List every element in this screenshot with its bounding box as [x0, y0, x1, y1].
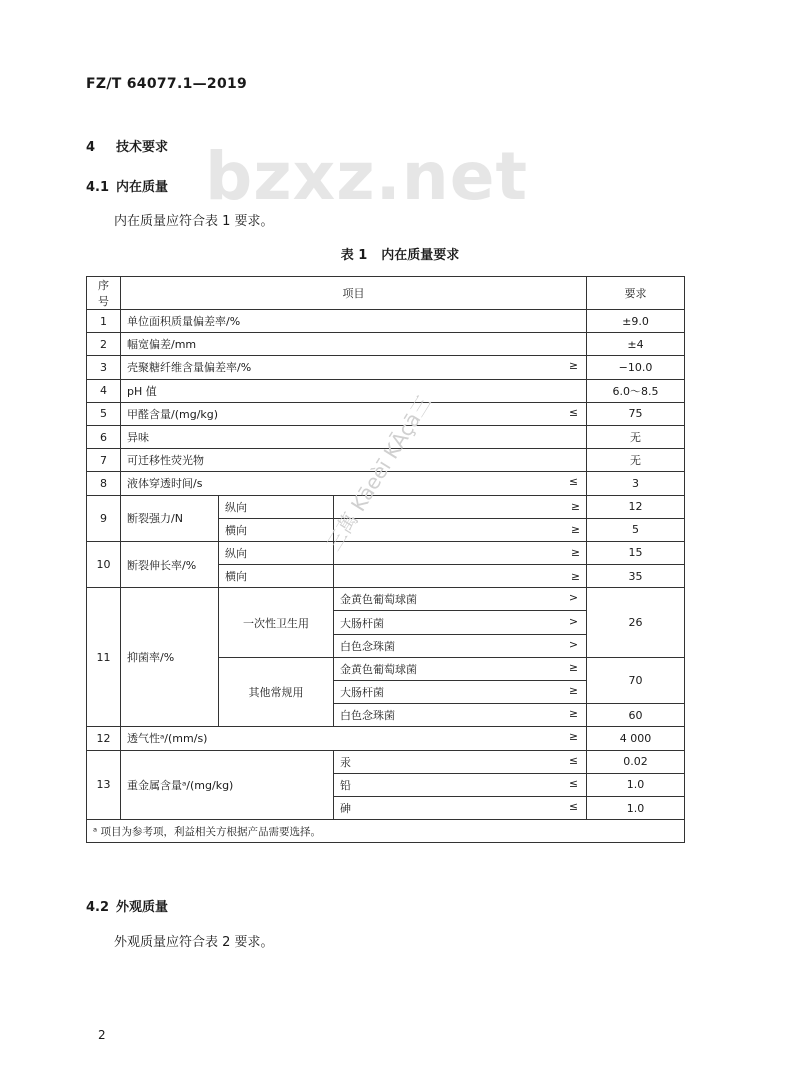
table-footnote-row — [87, 820, 685, 843]
page-number: 2 — [98, 1028, 106, 1042]
header-seq: 序号 — [87, 277, 121, 310]
header-req: 要求 — [587, 277, 685, 310]
bacteria-name: 金黄色葡萄球菌 — [340, 593, 417, 607]
item-name-cell — [121, 402, 587, 425]
item-name: 断裂伸长率/% — [121, 541, 219, 587]
table-row — [87, 402, 685, 425]
row-number: 4 — [87, 379, 121, 402]
row-number: 6 — [87, 425, 121, 448]
table-row — [87, 333, 685, 356]
requirement-value: 35 — [587, 565, 685, 588]
bacteria-cell — [334, 704, 587, 727]
item-name: 甲醛含量/(mg/kg) — [127, 407, 219, 421]
row-number: 5 — [87, 402, 121, 425]
row-number: 3 — [87, 356, 121, 379]
table-row — [87, 727, 685, 750]
comparison-symbol: ≥ — [568, 660, 579, 674]
requirement-value: 4 000 — [587, 727, 685, 750]
requirement-value: 5 — [587, 518, 685, 541]
requirement-value: ±4 — [587, 333, 685, 356]
item-name: 单位面积质量偏差率/% — [121, 310, 587, 333]
metal-name: 铅 — [340, 778, 351, 792]
requirement-value: 15 — [587, 541, 685, 564]
comparison-symbol: ≥ — [334, 495, 587, 518]
comparison-symbol: ≥ — [334, 541, 587, 564]
metal-cell — [334, 796, 587, 819]
requirement-value: 70 — [587, 657, 685, 703]
metal-name: 砷 — [340, 802, 351, 816]
section-4-1-heading — [86, 176, 168, 195]
comparison-symbol: ≥ — [334, 565, 587, 588]
watermark: bzxz.net — [205, 138, 529, 215]
row-number: 9 — [87, 495, 121, 541]
requirement-value: 0.02 — [587, 750, 685, 773]
item-name: 壳聚糖纤维含量偏差率/% — [127, 361, 252, 375]
requirement-value: 6.0～8.5 — [587, 379, 685, 402]
item-name: 异味 — [121, 425, 587, 448]
row-number: 11 — [87, 588, 121, 727]
comparison-symbol: ≥ — [568, 730, 579, 744]
comparison-symbol: ≤ — [568, 800, 579, 814]
section-4-heading — [86, 136, 168, 155]
section-number: 4.2 — [86, 900, 110, 915]
table-row — [87, 356, 685, 379]
item-name-cell — [121, 356, 587, 379]
bacteria-cell — [334, 681, 587, 704]
requirement-value: ±9.0 — [587, 310, 685, 333]
comparison-symbol: ≥ — [568, 684, 579, 698]
item-name: 幅宽偏差/mm — [121, 333, 587, 356]
requirement-value: 75 — [587, 402, 685, 425]
item-name: 液体穿透时间/s — [127, 477, 203, 491]
comparison-symbol: ≥ — [334, 518, 587, 541]
table-row — [87, 750, 685, 773]
table-caption: 内在质量要求 — [381, 248, 460, 263]
direction-label: 纵向 — [219, 495, 334, 518]
section-title: 内在质量 — [116, 180, 169, 195]
requirement-value: 26 — [587, 588, 685, 658]
bacteria-name: 大肠杆菌 — [340, 686, 384, 700]
comparison-symbol: > — [568, 637, 579, 651]
table-row — [87, 310, 685, 333]
bacteria-name: 金黄色葡萄球菌 — [340, 662, 417, 676]
header-item: 项目 — [121, 277, 587, 310]
comparison-symbol: ≤ — [568, 405, 579, 419]
section-title: 外观质量 — [116, 900, 169, 915]
requirement-value: −10.0 — [587, 356, 685, 379]
requirement-value: 无 — [587, 449, 685, 472]
table-header-row — [87, 277, 685, 310]
requirement-value: 60 — [587, 704, 685, 727]
item-name: 抑菌率/% — [121, 588, 219, 727]
item-name: 断裂强力/N — [121, 495, 219, 541]
row-number: 12 — [87, 727, 121, 750]
comparison-symbol: > — [568, 614, 579, 628]
row-number: 1 — [87, 310, 121, 333]
bacteria-name: 大肠杆菌 — [340, 616, 384, 630]
metal-cell — [334, 750, 587, 773]
section-number: 4.1 — [86, 180, 110, 195]
bacteria-cell — [334, 588, 587, 611]
row-number: 2 — [87, 333, 121, 356]
requirement-value: 1.0 — [587, 796, 685, 819]
usage-group-label: 其他常规用 — [219, 657, 334, 727]
requirement-value: 12 — [587, 495, 685, 518]
metal-name: 汞 — [340, 755, 351, 769]
section-number: 4 — [86, 140, 96, 155]
item-name: 可迁移性荧光物 — [121, 449, 587, 472]
diagonal-watermark: 三萬 Kāeèī KĀçā三 — [321, 391, 437, 555]
comparison-symbol: ≤ — [568, 753, 579, 767]
section-4-1-text: 内在质量应符合表 1 要求。 — [114, 214, 274, 229]
requirement-value: 3 — [587, 472, 685, 495]
table-row — [87, 379, 685, 402]
row-number: 10 — [87, 541, 121, 587]
usage-group-label: 一次性卫生用 — [219, 588, 334, 658]
direction-label: 纵向 — [219, 541, 334, 564]
table-footnote: ᵃ 项目为参考项，利益相关方根据产品需要选择。 — [87, 820, 685, 843]
table-row — [87, 495, 685, 518]
item-name: 重金属含量ᵃ/(mg/kg) — [121, 750, 334, 820]
requirement-value: 无 — [587, 425, 685, 448]
bacteria-cell — [334, 657, 587, 680]
standard-code: FZ/T 64077.1—2019 — [86, 76, 248, 92]
requirement-value: 1.0 — [587, 773, 685, 796]
comparison-symbol: > — [568, 591, 579, 605]
table-number: 表 1 — [340, 248, 368, 263]
comparison-symbol: ≥ — [568, 707, 579, 721]
comparison-symbol: ≤ — [568, 776, 579, 790]
bacteria-name: 白色念珠菌 — [340, 709, 395, 723]
bacteria-cell — [334, 634, 587, 657]
section-title: 技术要求 — [116, 140, 169, 155]
bacteria-cell — [334, 611, 587, 634]
bacteria-name: 白色念珠菌 — [340, 639, 395, 653]
direction-label: 横向 — [219, 518, 334, 541]
row-number: 8 — [87, 472, 121, 495]
row-number: 13 — [87, 750, 121, 820]
item-name: 透气性ᵃ/(mm/s) — [127, 732, 208, 746]
section-4-2-text: 外观质量应符合表 2 要求。 — [114, 935, 274, 950]
metal-cell — [334, 773, 587, 796]
table-title — [0, 244, 800, 263]
row-number: 7 — [87, 449, 121, 472]
item-name: pH 值 — [121, 379, 587, 402]
quality-requirements-table — [86, 276, 685, 843]
item-name-cell — [121, 727, 587, 750]
comparison-symbol: ≥ — [568, 359, 579, 373]
table-row — [87, 588, 685, 611]
comparison-symbol: ≤ — [568, 475, 579, 489]
table-row — [87, 541, 685, 564]
section-4-2-heading — [86, 896, 168, 915]
direction-label: 横向 — [219, 565, 334, 588]
